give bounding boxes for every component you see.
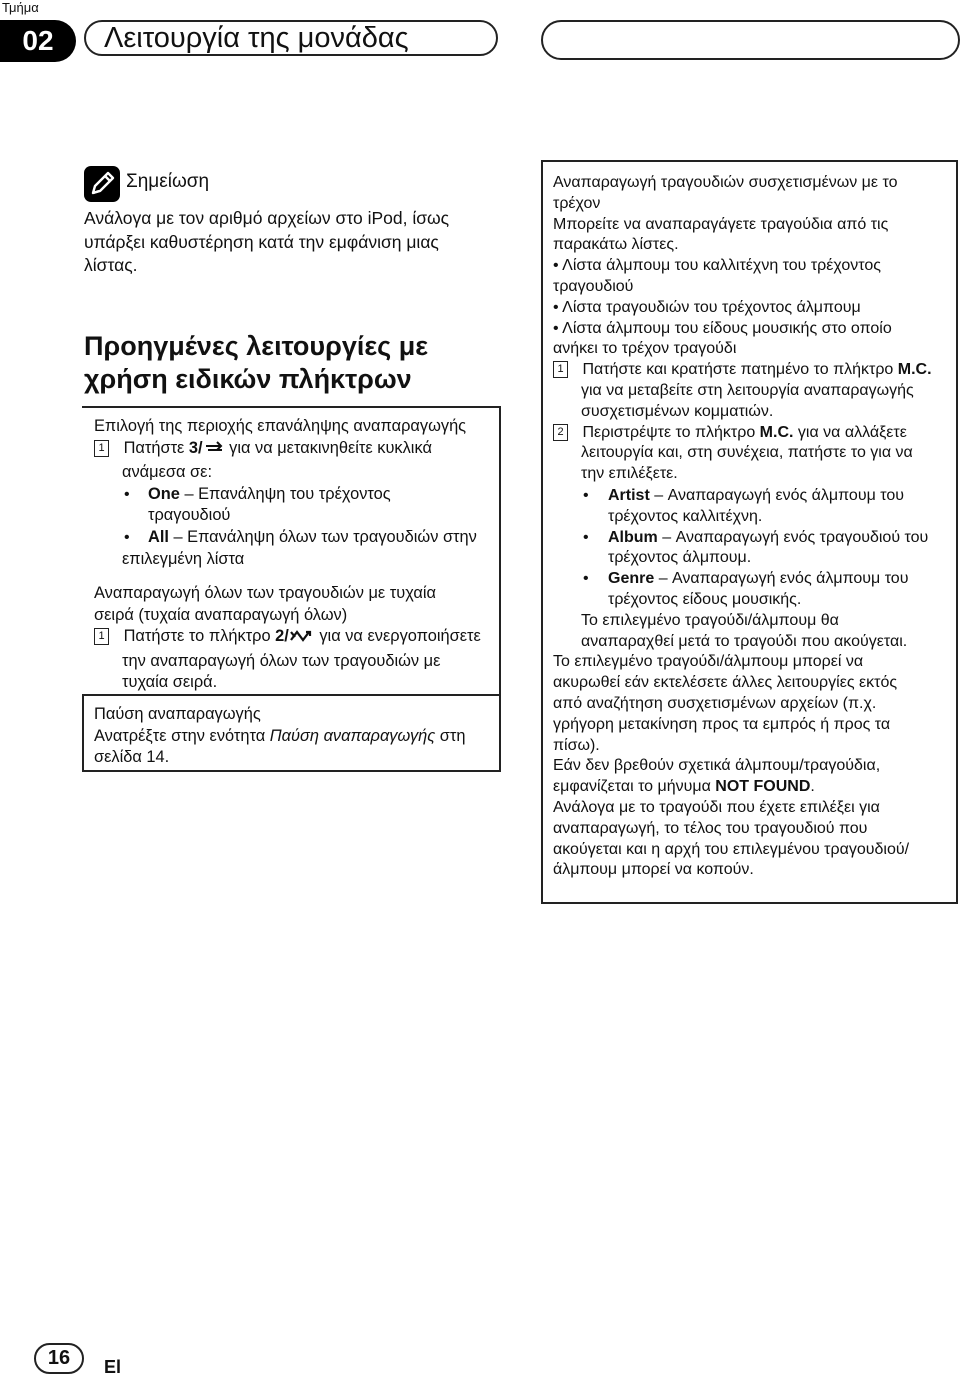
linked-step-1-line: για να μεταβείτε στη λειτουργία αναπαραγωγής [581, 381, 914, 399]
repeat-step: 1 Πατήστε 3/ για να μετακινηθείτε κυκλικά [94, 438, 494, 463]
shuffle-title: σειρά (τυχαία αναπαραγωγή όλων) [94, 605, 348, 624]
repeat-title: Επιλογή της περιοχής επανάληψης αναπαραγωγής [94, 417, 467, 435]
repeat-option-one: • One – Επανάληψη του τρέχοντος [124, 484, 391, 503]
shuffle-title: Αναπαραγωγή όλων των τραγουδιών με τυχαία [94, 584, 436, 602]
linked-intro: παρακάτω λίστες. [553, 236, 679, 254]
linked-option-genre: • Genre – Αναπαραγωγή ενός άλμπουμ του [583, 570, 909, 588]
linked-notfound-line: Εάν δεν βρεθούν σχετικά άλμπουμ/τραγούδια, [553, 757, 881, 775]
step-number: 2 [553, 424, 568, 441]
shuffle-icon [289, 628, 315, 651]
linked-cancel-line: πίσω). [553, 736, 600, 754]
step-number: 1 [553, 361, 568, 378]
step-number: 1 [94, 628, 109, 645]
linked-after-line: αναπαραχθεί μετά το τραγούδι που ακούγεται. [581, 632, 908, 650]
shuffle-section [94, 583, 494, 694]
repeat-icon [203, 440, 225, 463]
linked-cancel-line: ακυρωθεί εάν εκτελέσετε άλλες λειτουργίες εκτός [553, 674, 898, 692]
linked-end-line: ακούγεται και η αρχή του επιλεγμένου τραγουδιού/ [553, 840, 910, 858]
shuffle-step: 1 Πατήστε το πλήκτρο 2/ για να ενεργοποιήσετε [94, 626, 494, 651]
linked-step-2-line: λειτουργία και, στη συνέχεια, πατήστε το για να [581, 444, 913, 462]
heading-line: Προηγμένες λειτουργίες με [84, 331, 429, 361]
repeat-option-one-line2: τραγουδιού [148, 506, 231, 525]
heading-line: χρήση ειδικών πλήκτρων [84, 364, 412, 394]
note-line: λίστας. [84, 255, 138, 275]
repeat-step-line2: ανάμεσα σε: [122, 463, 213, 482]
linked-cancel-line: γρήγορη μετακίνηση προς τα εμπρός ή προς τα [553, 715, 891, 733]
linked-step-2-line: την επιλέξετε. [581, 465, 678, 483]
linked-cancel-line: Το επιλεγμένο τραγούδι/άλμπουμ μπορεί να [553, 653, 864, 671]
pencil-icon [84, 166, 120, 202]
linked-step-1: 1 Πατήστε και κρατήστε πατημένο το πλήκτρο M.C. [553, 360, 953, 381]
linked-title: Αναπαραγωγή τραγουδιών συσχετισμένων με το [553, 174, 898, 191]
linked-end-line: Ανάλογα με το τραγούδι που έχετε επιλέξει για [553, 798, 880, 816]
note-title: Σημείωση [126, 171, 210, 192]
linked-option-genre-line2: τρέχοντος είδους μουσικής. [608, 590, 802, 608]
repeat-section [94, 416, 494, 570]
linked-after-line: Το επιλεγμένο τραγούδι/άλμπουμ θα [581, 611, 839, 629]
linked-end-line: άλμπουμ μπορεί να κοπούν. [553, 861, 754, 879]
note-line: Ανάλογα με τον αριθμό αρχείων στο iPod, ίσως [84, 208, 450, 228]
linked-option-album: • Album – Αναπαραγωγή ενός τραγουδιού του [583, 528, 929, 546]
linked-step-1-line: συσχετισμένων κομματιών. [581, 402, 774, 420]
section-label: Τμήμα [2, 0, 39, 15]
linked-bullet: • Λίστα άλμπουμ του καλλιτέχνη του τρέχοντος [553, 257, 881, 275]
pause-reference-line2: σελίδα 14. [94, 748, 170, 767]
repeat-option-all: • All – Επανάληψη όλων των τραγουδιών στην [124, 527, 477, 546]
page-title: Λειτουργία της μονάδας [84, 20, 498, 56]
pause-title: Παύση αναπαραγωγής [94, 705, 261, 723]
linked-playback-section [553, 173, 953, 881]
linked-option-artist: • Artist – Αναπαραγωγή ενός άλμπουμ του [583, 486, 904, 504]
step-number: 1 [94, 440, 109, 457]
header-blank-box [541, 20, 960, 60]
linked-title: τρέχον [553, 194, 601, 212]
advanced-heading [84, 330, 428, 396]
linked-intro: Μπορείτε να αναπαραγάγετε τραγούδια από τις [553, 215, 889, 233]
note-text [84, 207, 449, 278]
pause-section [94, 704, 494, 769]
linked-bullet: ανήκει το τρέχον τραγούδι [553, 340, 737, 358]
repeat-option-all-line2: επιλεγμένη λίστα [122, 549, 245, 568]
section-number: 02 [0, 20, 76, 62]
linked-bullet: τραγουδιού [553, 277, 634, 295]
note-line: υπάρξει καθυστέρηση κατά την εμφάνιση μιας [84, 231, 439, 252]
linked-step-2: 2 Περιστρέψτε το πλήκτρο M.C. για να αλλάξετε [553, 423, 953, 444]
page-number: 16 [34, 1343, 84, 1374]
linked-option-album-line2: τρέχοντος άλμπουμ. [608, 549, 752, 567]
language-code: El [104, 1357, 122, 1377]
linked-cancel-line: από αναζήτηση συσχετισμένων αρχείων (π.χ. [553, 694, 877, 712]
linked-notfound-message: εμφανίζεται το μήνυμα NOT FOUND. [553, 778, 815, 796]
linked-option-artist-line2: τρέχοντος καλλιτέχνη. [608, 507, 763, 525]
linked-end-line: αναπαραγωγή, το τέλος του τραγουδιού που [553, 819, 868, 837]
shuffle-step-line: την αναπαραγωγή όλων των τραγουδιών με [122, 651, 441, 670]
linked-bullet: • Λίστα τραγουδιών του τρέχοντος άλμπουμ [553, 298, 861, 316]
linked-bullet: • Λίστα άλμπουμ του είδους μουσικής στο οποίο [553, 319, 892, 337]
pause-reference: Ανατρέξτε στην ενότητα Παύση αναπαραγωγής στη [94, 726, 466, 745]
shuffle-step-line: τυχαία σειρά. [122, 673, 218, 692]
